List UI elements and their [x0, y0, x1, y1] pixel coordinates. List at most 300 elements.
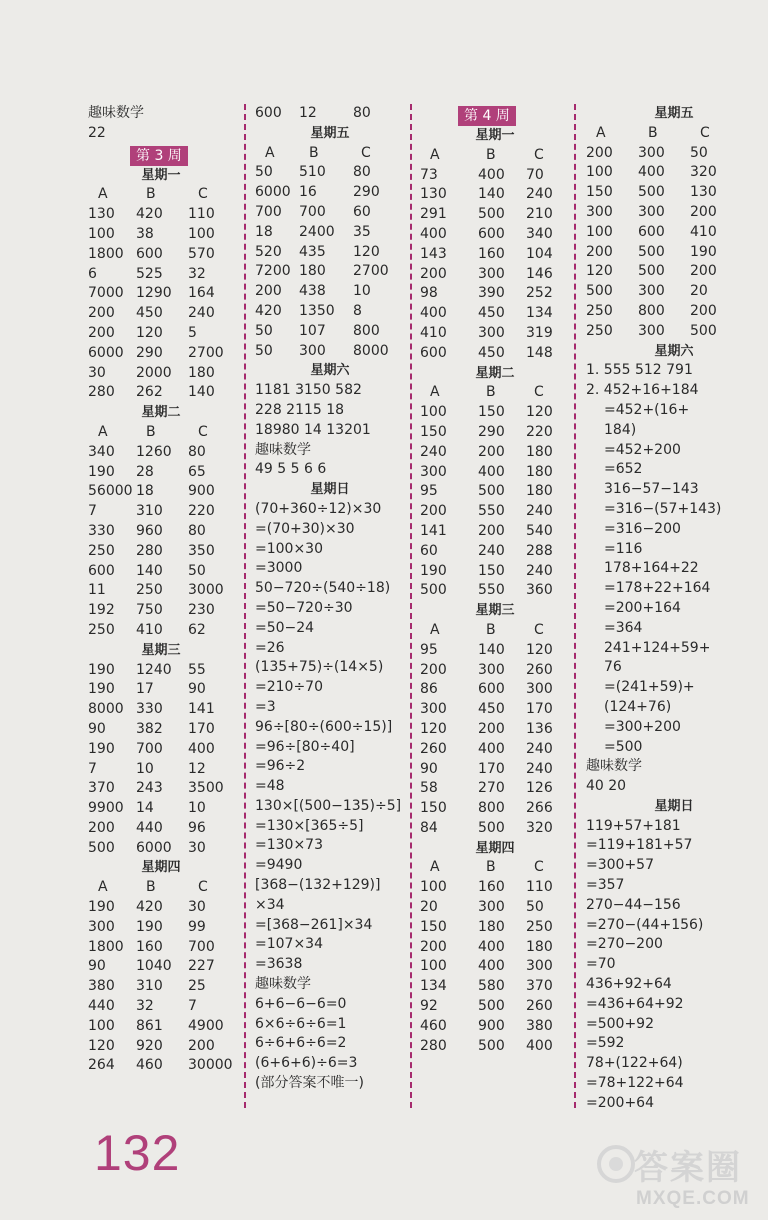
- answer-line: =119+181+57: [586, 837, 693, 854]
- answer-value: 600: [638, 223, 665, 240]
- answer-value: 150: [420, 423, 447, 440]
- answer-value: 200: [478, 720, 505, 737]
- column-header-label: C: [198, 423, 208, 440]
- answer-value: 50: [690, 144, 708, 161]
- answer-value: 100: [586, 223, 613, 240]
- answer-line: 18980 14 13201: [255, 421, 371, 438]
- answer-value: 570: [188, 245, 215, 262]
- answer-row: [88, 324, 238, 344]
- answer-line: 78+(122+64): [586, 1055, 683, 1072]
- answer-value: 300: [526, 681, 553, 698]
- answer-value: 400: [478, 740, 505, 757]
- answer-row: [255, 302, 405, 322]
- answer-value: 120: [526, 404, 553, 421]
- answer-line: 趣味数学: [586, 758, 642, 775]
- answer-row: [420, 779, 570, 799]
- answer-value: 438: [299, 283, 326, 300]
- answer-value: 250: [586, 302, 613, 319]
- answer-row: [420, 185, 570, 205]
- answer-value: 400: [478, 938, 505, 955]
- answer-value: 180: [526, 938, 553, 955]
- answer-line: =[368−261]×34: [255, 916, 373, 933]
- answer-value: 700: [188, 938, 215, 955]
- answer-value: 35: [353, 223, 371, 240]
- answer-value: 4900: [188, 1017, 224, 1034]
- answer-value: 30000: [188, 1057, 233, 1074]
- answer-row: [586, 183, 762, 203]
- answer-value: 2400: [299, 223, 335, 240]
- answer-value: 200: [478, 522, 505, 539]
- answer-line: [368−(132+129)]: [255, 877, 381, 894]
- answer-line: =50−720÷30: [255, 599, 353, 616]
- answer-value: 310: [136, 503, 163, 520]
- answer-row: [420, 641, 570, 661]
- answer-value: 280: [420, 1037, 447, 1054]
- column-header-row: [420, 383, 570, 403]
- column-header-label: A: [430, 859, 440, 876]
- answer-value: 380: [88, 978, 115, 995]
- answer-row: [255, 183, 405, 203]
- answer-value: 266: [526, 800, 553, 817]
- answer-value: 58: [420, 780, 438, 797]
- answer-row: [420, 245, 570, 265]
- answer-line: 228 2115 18: [255, 401, 345, 418]
- answer-value: 143: [420, 245, 447, 262]
- answer-value: 600: [255, 105, 282, 121]
- answer-value: 3500: [188, 780, 224, 797]
- answer-value: 150: [420, 800, 447, 817]
- answer-value: 90: [88, 958, 106, 975]
- answer-value: 6: [88, 265, 97, 282]
- answer-value: 180: [299, 263, 326, 280]
- answer-row: [420, 720, 570, 740]
- answer-row: [420, 205, 570, 225]
- answer-value: 18: [136, 483, 154, 500]
- day-heading: 星期三: [141, 642, 181, 658]
- answer-value: 14: [136, 800, 154, 817]
- answer-value: 330: [136, 701, 163, 718]
- answer-value: 400: [638, 164, 665, 181]
- column-header-label: C: [700, 124, 710, 141]
- answer-value: 240: [526, 740, 553, 757]
- answer-column-1: [88, 104, 238, 1076]
- answer-line: =592: [586, 1035, 625, 1052]
- answer-row: [88, 1056, 238, 1076]
- answer-value: 107: [299, 322, 326, 339]
- answer-value: 12: [188, 760, 206, 777]
- answer-value: 460: [420, 1017, 447, 1034]
- column-header-label: B: [146, 423, 156, 440]
- day-heading: 星期二: [475, 365, 515, 381]
- answer-value: 80: [353, 164, 371, 181]
- answer-value: 200: [690, 302, 717, 319]
- answer-row: [88, 898, 238, 918]
- answer-row: [88, 839, 238, 859]
- answer-value: 291: [420, 206, 447, 223]
- answer-value: 11: [88, 582, 106, 599]
- answer-value: 7: [88, 503, 97, 520]
- answer-row: [420, 1017, 570, 1037]
- week-label: 第 3 周: [130, 146, 188, 166]
- answer-value: 420: [136, 899, 163, 916]
- answer-step: =200+164: [604, 599, 681, 616]
- answer-value: 140: [188, 384, 215, 401]
- answer-value: 700: [255, 203, 282, 220]
- answer-line: =107×34: [255, 936, 323, 953]
- answer-value: 230: [188, 602, 215, 619]
- answer-row: [420, 1037, 570, 1057]
- answer-row: [88, 938, 238, 958]
- answer-value: 500: [638, 263, 665, 280]
- column-header-label: A: [98, 879, 108, 896]
- column-header-label: B: [648, 124, 658, 141]
- answer-value: 100: [420, 958, 447, 975]
- answer-value: 6000: [88, 344, 124, 361]
- answer-value: 920: [136, 1037, 163, 1054]
- answer-value: 10: [136, 760, 154, 777]
- answer-row: [88, 977, 238, 997]
- answer-value: 20: [690, 283, 708, 300]
- answer-value: 190: [690, 243, 717, 260]
- answer-row: [420, 225, 570, 245]
- answer-value: 200: [255, 283, 282, 300]
- answer-line: 40 20: [586, 778, 627, 795]
- answer-value: 260: [526, 998, 553, 1015]
- answer-value: 190: [88, 661, 115, 678]
- answer-line: ×34: [255, 896, 285, 913]
- answer-row: [88, 304, 238, 324]
- column-header-label: C: [534, 621, 544, 638]
- answer-value: 73: [420, 166, 438, 183]
- answer-row: [255, 203, 405, 223]
- answer-line: 96÷[80÷(600÷15)]: [255, 718, 393, 735]
- answer-line: =100×30: [255, 540, 323, 557]
- answer-value: 520: [255, 243, 282, 260]
- answer-value: 240: [526, 562, 553, 579]
- answer-row: [88, 997, 238, 1017]
- answer-value: 180: [526, 443, 553, 460]
- day-heading: 星期四: [475, 840, 515, 856]
- answer-value: 450: [136, 305, 163, 322]
- answer-value: 250: [586, 322, 613, 339]
- answer-value: 146: [526, 265, 553, 282]
- answer-value: 400: [188, 740, 215, 757]
- answer-step: =178+22+164: [604, 580, 711, 597]
- answer-value: 200: [690, 263, 717, 280]
- answer-value: 180: [188, 364, 215, 381]
- answer-value: 9900: [88, 800, 124, 817]
- answer-column-2: [255, 104, 405, 1094]
- answer-value: 150: [420, 918, 447, 935]
- answer-value: 550: [478, 582, 505, 599]
- answer-row: [88, 621, 238, 641]
- answer-line: 130×[(500−135)÷5]: [255, 797, 402, 814]
- answer-value: 7000: [88, 285, 124, 302]
- column-header-row: [88, 185, 238, 205]
- answer-row: [88, 245, 238, 265]
- column-header-row: [88, 878, 238, 898]
- answer-line: 1. 555 512 791: [586, 362, 693, 379]
- answer-line: =3: [255, 698, 276, 715]
- answer-row: [586, 262, 762, 282]
- answer-value: 350: [188, 542, 215, 559]
- answer-value: 1290: [136, 285, 172, 302]
- answer-value: 400: [526, 1037, 553, 1054]
- column-header-label: A: [596, 124, 606, 141]
- answer-row: [88, 760, 238, 780]
- answer-value: 164: [188, 285, 215, 302]
- answer-value: 190: [88, 740, 115, 757]
- answer-value: 50: [255, 322, 273, 339]
- answer-line: =78+122+64: [586, 1075, 684, 1092]
- answer-row: [420, 284, 570, 304]
- answer-value: 600: [420, 344, 447, 361]
- answer-row: [420, 344, 570, 364]
- answer-value: 410: [690, 223, 717, 240]
- answer-value: 20: [420, 899, 438, 916]
- answer-value: 90: [188, 681, 206, 698]
- answer-step: =452+(16+: [604, 401, 690, 418]
- answer-value: 200: [420, 938, 447, 955]
- answer-value: 390: [478, 285, 505, 302]
- answer-value: 120: [526, 641, 553, 658]
- answer-step: 76: [604, 659, 622, 676]
- answer-line: =200+64: [586, 1094, 654, 1111]
- column-header-label: C: [534, 384, 544, 401]
- answer-value: 2700: [353, 263, 389, 280]
- answer-line: 270−44−156: [586, 896, 681, 913]
- column-header-row: [420, 621, 570, 641]
- answer-row: [420, 562, 570, 582]
- answer-value: 252: [526, 285, 553, 302]
- answer-value: 220: [188, 503, 215, 520]
- answer-value: 440: [136, 819, 163, 836]
- answer-value: 310: [136, 978, 163, 995]
- answer-value: 525: [136, 265, 163, 282]
- answer-value: 750: [136, 602, 163, 619]
- answer-value: 300: [478, 661, 505, 678]
- answer-value: 400: [478, 463, 505, 480]
- answer-value: 170: [478, 760, 505, 777]
- column-header-label: B: [309, 144, 319, 161]
- answer-value: 410: [136, 621, 163, 638]
- answer-value: 900: [188, 483, 215, 500]
- answer-value: 62: [188, 621, 206, 638]
- answer-value: 320: [690, 164, 717, 181]
- answer-row: [88, 819, 238, 839]
- answer-value: 440: [88, 998, 115, 1015]
- answer-row: [88, 443, 238, 463]
- answer-row: [586, 223, 762, 243]
- watermark-text: 答案圈: [634, 1148, 742, 1188]
- answer-value: 240: [188, 305, 215, 322]
- answer-value: 160: [136, 938, 163, 955]
- answer-line: (6+6+6)÷6=3: [255, 1055, 358, 1072]
- answer-value: 130: [420, 186, 447, 203]
- answer-value: 120: [136, 324, 163, 341]
- answer-row: [88, 562, 238, 582]
- answer-value: 420: [255, 302, 282, 319]
- answer-line: 50−720÷(540÷18): [255, 580, 391, 597]
- column-header-row: [255, 144, 405, 164]
- answer-value: 8: [353, 302, 362, 319]
- day-heading: 星期一: [475, 128, 515, 143]
- answer-row: [420, 977, 570, 997]
- answer-line: 22: [88, 124, 106, 141]
- answer-value: 86: [420, 681, 438, 698]
- answer-line: 436+92+64: [586, 976, 672, 993]
- answer-value: 460: [136, 1057, 163, 1074]
- answer-value: 60: [420, 542, 438, 559]
- answer-row: [255, 342, 405, 362]
- answer-value: 340: [88, 443, 115, 460]
- answer-step: =316−(57+143): [604, 500, 722, 517]
- answer-value: 400: [478, 958, 505, 975]
- answer-column-4: [586, 104, 762, 1114]
- answer-value: 190: [88, 463, 115, 480]
- answer-value: 300: [638, 203, 665, 220]
- answer-line: =3000: [255, 560, 303, 577]
- answer-row: [88, 779, 238, 799]
- answer-row: [88, 502, 238, 522]
- answer-value: 130: [690, 184, 717, 201]
- answer-value: 12: [299, 105, 317, 121]
- column-header-label: B: [486, 621, 496, 638]
- week-header: [88, 144, 238, 166]
- column-header-label: B: [146, 186, 156, 203]
- answer-value: 1800: [88, 938, 124, 955]
- answer-row: [88, 364, 238, 384]
- answer-value: 861: [136, 1017, 163, 1034]
- answer-step: 316−57−143: [604, 481, 699, 498]
- answer-value: 70: [526, 166, 544, 183]
- answer-line: =270−200: [586, 936, 663, 953]
- answer-value: 500: [478, 206, 505, 223]
- answer-row: [420, 740, 570, 760]
- answer-value: 65: [188, 463, 206, 480]
- answer-value: 435: [299, 243, 326, 260]
- answer-value: 220: [526, 423, 553, 440]
- answer-value: 50: [255, 342, 273, 359]
- answer-value: 260: [526, 661, 553, 678]
- answer-row: [88, 284, 238, 304]
- answer-value: 2000: [136, 364, 172, 381]
- answer-value: 300: [478, 265, 505, 282]
- answer-line: =130×[365÷5]: [255, 817, 364, 834]
- answer-row: [255, 262, 405, 282]
- answer-value: 160: [478, 245, 505, 262]
- answer-row: [420, 522, 570, 542]
- answer-value: 319: [526, 324, 553, 341]
- answer-value: 200: [88, 324, 115, 341]
- day-heading: 星期一: [141, 167, 181, 183]
- answer-row: [420, 581, 570, 601]
- answer-row: [88, 601, 238, 621]
- answer-row: [88, 720, 238, 740]
- answer-column-3: [420, 104, 570, 1056]
- day-heading: 星期四: [141, 860, 181, 876]
- day-heading: 星期日: [310, 482, 350, 498]
- answer-value: 250: [526, 918, 553, 935]
- column-header-label: C: [361, 144, 371, 161]
- answer-row: [420, 304, 570, 324]
- answer-value: 150: [478, 404, 505, 421]
- day-heading: 星期五: [310, 125, 350, 141]
- answer-value: 382: [136, 720, 163, 737]
- answer-value: 500: [478, 819, 505, 836]
- answer-line: =48: [255, 778, 285, 795]
- answer-line: =96÷2: [255, 758, 306, 775]
- answer-value: 110: [188, 206, 215, 223]
- answer-value: 200: [420, 503, 447, 520]
- answer-value: 200: [586, 243, 613, 260]
- answer-line: =26: [255, 639, 285, 656]
- answer-row: [420, 760, 570, 780]
- answer-row: [420, 403, 570, 423]
- answer-value: 200: [420, 661, 447, 678]
- answer-value: 50: [188, 562, 206, 579]
- answer-step: =364: [604, 619, 643, 636]
- answer-row: [586, 163, 762, 183]
- answer-row: [88, 740, 238, 760]
- answer-value: 300: [420, 701, 447, 718]
- answer-line: (135+75)÷(14×5): [255, 659, 384, 676]
- column-divider: [574, 104, 576, 1108]
- answer-value: 280: [136, 542, 163, 559]
- answer-row: [88, 1017, 238, 1037]
- column-divider: [410, 104, 412, 1108]
- answer-value: 180: [478, 918, 505, 935]
- answer-value: 10: [188, 800, 206, 817]
- answer-row: [586, 322, 762, 342]
- answer-line: (部分答案不唯一): [255, 1075, 364, 1092]
- answer-step: =452+200: [604, 441, 681, 458]
- answer-value: 450: [478, 701, 505, 718]
- column-header-label: A: [265, 144, 275, 161]
- answer-value: 110: [526, 879, 553, 896]
- answer-value: 240: [526, 503, 553, 520]
- answer-value: 25: [188, 978, 206, 995]
- answer-value: 190: [420, 562, 447, 579]
- answer-row: [586, 203, 762, 223]
- column-header-label: C: [534, 859, 544, 876]
- answer-value: 120: [420, 720, 447, 737]
- answer-value: 3000: [188, 582, 224, 599]
- answer-value: 100: [188, 225, 215, 242]
- answer-value: 210: [526, 206, 553, 223]
- answer-line: =210÷70: [255, 679, 323, 696]
- answer-value: 7: [88, 760, 97, 777]
- column-header-label: B: [486, 859, 496, 876]
- answer-value: 370: [88, 780, 115, 797]
- answer-step: =652: [604, 461, 643, 478]
- answer-value: 95: [420, 641, 438, 658]
- answer-value: 250: [136, 582, 163, 599]
- answer-value: 170: [188, 720, 215, 737]
- answer-line: 119+57+181: [586, 817, 681, 834]
- answer-row: [420, 423, 570, 443]
- answer-line: =70: [586, 956, 616, 973]
- page-number: 132: [94, 1125, 181, 1181]
- answer-value: 260: [420, 740, 447, 757]
- answer-value: 500: [586, 283, 613, 300]
- answer-row: [88, 344, 238, 364]
- answer-value: 540: [526, 522, 553, 539]
- answer-step: 184): [604, 421, 637, 438]
- column-header-label: C: [198, 186, 208, 203]
- answer-line: 2. 452+16+184: [586, 382, 699, 399]
- watermark-badge-icon: [596, 1142, 636, 1186]
